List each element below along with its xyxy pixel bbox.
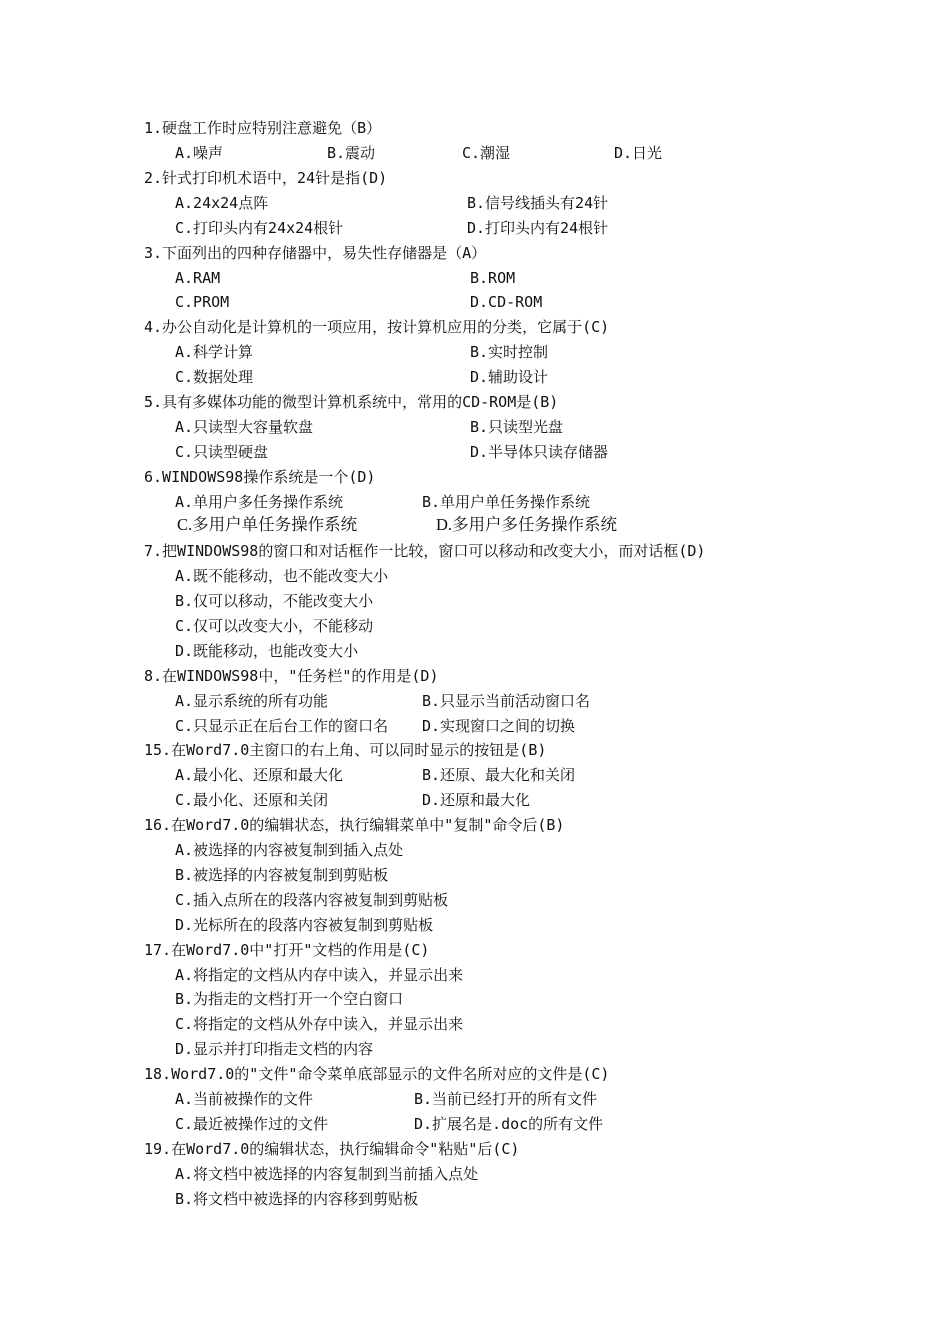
question-4-option-d: D.辅助设计 (470, 368, 549, 386)
question-16-option-b: B.被选择的内容被复制到剪贴板 (175, 866, 389, 884)
question-5-option-d: D.半导体只读存储器 (470, 443, 609, 461)
question-16-option-a: A.被选择的内容被复制到插入点处 (175, 841, 404, 859)
question-3-option-d: D.CD-ROM (470, 293, 543, 311)
question-4-option-c: C.数据处理 (175, 368, 254, 386)
question-7-option-c: C.仅可以改变大小，不能移动 (175, 617, 374, 635)
question-7-option-b: B.仅可以移动，不能改变大小 (175, 592, 374, 610)
question-2-option-a: A.24x24点阵 (175, 194, 269, 212)
question-15-option-b: B.还原、最大化和关闭 (422, 766, 576, 784)
question-16-option-c: C.插入点所在的段落内容被复制到剪贴板 (175, 891, 449, 909)
question-18-stem: 18.Word7.0的"文件"命令菜单底部显示的文件名所对应的文件是(C) (144, 1065, 610, 1083)
question-18-option-a: A.当前被操作的文件 (175, 1090, 314, 1108)
question-5-option-b: B.只读型光盘 (470, 418, 564, 436)
question-17-option-d: D.显示并打印指走文档的内容 (175, 1040, 374, 1058)
question-19-option-b: B.将文档中被选择的内容移到剪贴板 (175, 1190, 419, 1208)
question-3-stem: 3.下面列出的四种存储器中，易失性存储器是（A） (144, 244, 487, 262)
question-8-option-d: D.实现窗口之间的切换 (422, 717, 576, 735)
question-17-stem: 17.在Word7.0中"打开"文档的作用是(C) (144, 941, 430, 959)
question-2-option-c: C.打印头内有24x24根针 (175, 219, 344, 237)
question-18-option-c: C.最近被操作过的文件 (175, 1115, 329, 1133)
question-3-option-b: B.ROM (470, 269, 516, 287)
question-6-stem: 6.WINDOWS98操作系统是一个(D) (144, 468, 376, 486)
question-18-option-d: D.扩展名是.doc的所有文件 (414, 1115, 604, 1133)
question-7-option-a: A.既不能移动，也不能改变大小 (175, 567, 389, 585)
question-16-option-d: D.光标所在的段落内容被复制到剪贴板 (175, 916, 434, 934)
question-1-option-d: D.日光 (614, 144, 663, 162)
question-18-option-b: B.当前已经打开的所有文件 (414, 1090, 598, 1108)
question-2-stem: 2.针式打印机术语中，24针是指(D) (144, 169, 388, 187)
question-1-option-c: C.潮湿 (462, 144, 511, 162)
question-6-option-b: B.单用户单任务操作系统 (422, 493, 591, 511)
question-1-option-b: B.震动 (327, 144, 376, 162)
question-1-option-a: A.噪声 (175, 144, 224, 162)
question-15-option-a: A.最小化、还原和最大化 (175, 766, 344, 784)
question-6-option-d: D.多用户多任务操作系统 (436, 515, 618, 534)
question-19-stem: 19.在Word7.0的编辑状态，执行编辑命令"粘贴"后(C) (144, 1140, 520, 1158)
question-3-option-c: C.PROM (175, 293, 230, 311)
question-19-option-a: A.将文档中被选择的内容复制到当前插入点处 (175, 1165, 479, 1183)
question-2-option-d: D.打印头内有24根针 (467, 219, 609, 237)
question-8-option-c: C.只显示正在后台工作的窗口名 (175, 717, 389, 735)
question-17-option-b: B.为指走的文档打开一个空白窗口 (175, 990, 404, 1008)
question-15-option-c: C.最小化、还原和关闭 (175, 791, 329, 809)
question-17-option-c: C.将指定的文档从外存中读入，并显示出来 (175, 1015, 464, 1033)
question-7-option-d: D.既能移动，也能改变大小 (175, 642, 359, 660)
question-15-option-d: D.还原和最大化 (422, 791, 531, 809)
question-5-stem: 5.具有多媒体功能的微型计算机系统中，常用的CD-ROM是(B) (144, 393, 559, 411)
question-8-option-b: B.只显示当前活动窗口名 (422, 692, 591, 710)
question-7-stem: 7.把WINDOWS98的窗口和对话框作一比较，窗口可以移动和改变大小，而对话框(D) (144, 542, 706, 560)
question-1-stem: 1.硬盘工作时应特别注意避免（B） (144, 119, 382, 137)
question-6-option-a: A.单用户多任务操作系统 (175, 493, 344, 511)
question-17-option-a: A.将指定的文档从内存中读入，并显示出来 (175, 966, 464, 984)
question-4-option-a: A.科学计算 (175, 343, 254, 361)
question-4-stem: 4.办公自动化是计算机的一项应用，按计算机应用的分类，它属于(C) (144, 318, 610, 336)
question-8-stem: 8.在WINDOWS98中，"任务栏"的作用是(D) (144, 667, 439, 685)
question-3-option-a: A.RAM (175, 269, 221, 287)
question-2-option-b: B.信号线插头有24针 (467, 194, 609, 212)
question-6-option-c: C.多用户单任务操作系统 (177, 515, 358, 534)
question-5-option-c: C.只读型硬盘 (175, 443, 269, 461)
question-16-stem: 16.在Word7.0的编辑状态，执行编辑菜单中"复制"命令后(B) (144, 816, 565, 834)
question-15-stem: 15.在Word7.0主窗口的右上角、可以同时显示的按钮是(B) (144, 741, 547, 759)
question-5-option-a: A.只读型大容量软盘 (175, 418, 314, 436)
question-8-option-a: A.显示系统的所有功能 (175, 692, 329, 710)
question-4-option-b: B.实时控制 (470, 343, 549, 361)
